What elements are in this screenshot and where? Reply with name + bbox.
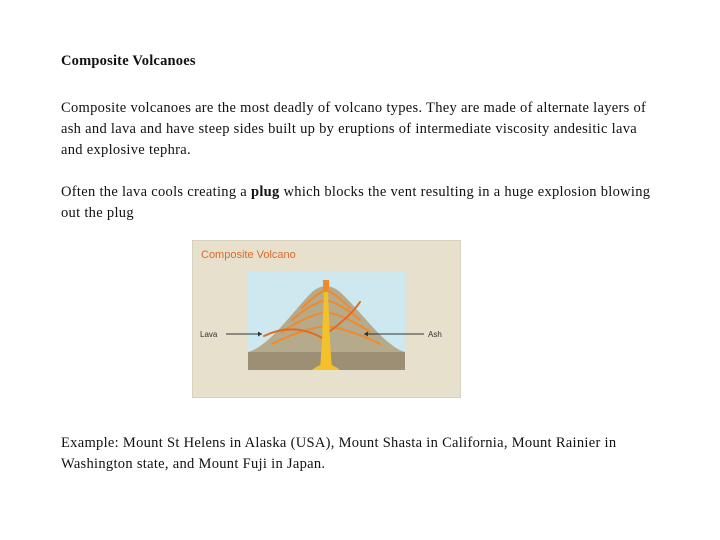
page-title: Composite Volcanoes [61, 53, 196, 69]
volcano-diagram [192, 240, 461, 398]
paragraph-plug-after: which blocks the vent resulting in a huge explosion blowing out the plug [61, 184, 651, 221]
paragraph-plug [61, 182, 661, 224]
paragraph-examples: Example: Mount St Helens in Alaska (USA), Mount Shasta in California, Mount Rainier in Washington state, and Mount Fuji in Japan. [61, 435, 617, 472]
paragraph-plug-before: Often the lava cools creating a [61, 184, 251, 200]
paragraph-intro: Composite volcanoes are the most deadly of volcano types. They are made of alternate layers of ash and lava and have steep sides built up by eruptions of intermediate viscosity andesitic lava and explosive tephra. [61, 100, 647, 158]
vent [323, 280, 329, 292]
lava-label: Lava [200, 330, 218, 339]
paragraph-plug-bold: plug [250, 184, 280, 200]
diagram-title: Composite Volcano [201, 249, 296, 261]
ash-label: Ash [428, 330, 442, 339]
